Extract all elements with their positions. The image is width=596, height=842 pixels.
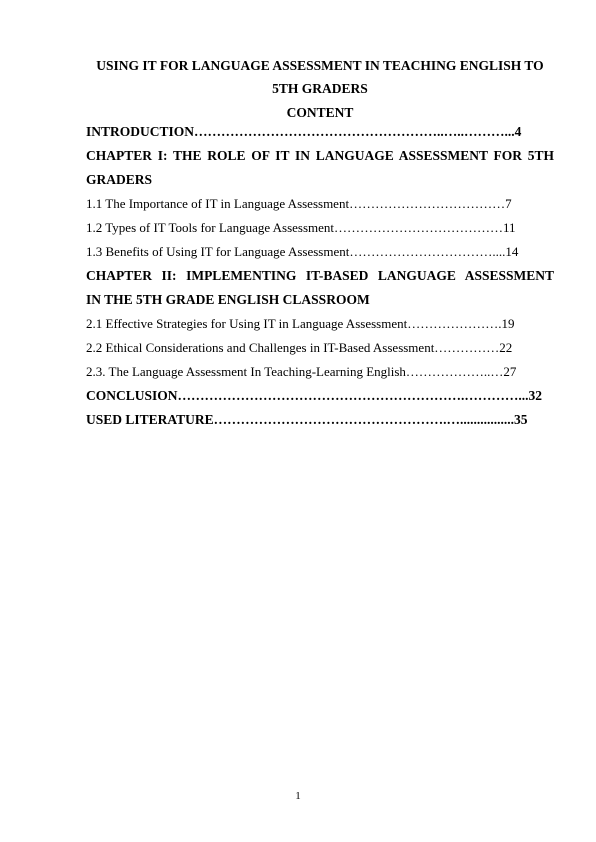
- toc-entry-1-3: [86, 240, 554, 264]
- toc-entry-conclusion: [86, 384, 554, 408]
- toc-entry-2-3: [86, 360, 554, 384]
- toc-entry-text: 2.2 Ethical Considerations and Challenges in IT-Based Assessment……………22: [86, 340, 513, 355]
- toc-entry-text: 1.2 Types of IT Tools for Language Assessment…………………………………11: [86, 220, 516, 235]
- toc-entry-text: CHAPTER II: IMPLEMENTING IT-BASED LANGUAGE ASSESSMENT: [86, 268, 554, 283]
- toc-entry-2-1: [86, 312, 554, 336]
- toc-entry-chapter-2: [86, 264, 554, 288]
- toc-entry-text: CONCLUSION……………………………………………………….…………...32: [86, 388, 543, 403]
- toc-entry-2-2: [86, 336, 554, 360]
- toc-entry-text: 2.1 Effective Strategies for Using IT in Language Assessment………………….19: [86, 316, 515, 331]
- toc-entry-text: IN THE 5TH GRADE ENGLISH CLASSROOM: [86, 292, 370, 307]
- toc-entry-chapter-2-cont: [86, 288, 554, 312]
- toc-entry-text: INTRODUCTION………………………………………………..…..………...4: [86, 124, 522, 139]
- toc-entry-introduction: [86, 120, 554, 144]
- toc-entry-used-literature: [86, 408, 554, 432]
- toc-entry-chapter-1-cont: [86, 168, 554, 192]
- toc-entry-text: GRADERS: [86, 172, 153, 187]
- toc-entry-1-1: [86, 192, 554, 216]
- page-number: 1: [295, 790, 301, 802]
- contents-heading: CONTENT: [286, 105, 354, 120]
- toc-entry-chapter-1: [86, 144, 554, 168]
- document-title-line-1: USING IT FOR LANGUAGE ASSESSMENT IN TEACHING ENGLISH TO: [96, 58, 544, 73]
- document-title-line-2: 5TH GRADERS: [272, 81, 368, 96]
- toc-entry-text: 1.3 Benefits of Using IT for Language Assessment……………………………....14: [86, 244, 519, 259]
- toc-entry-text: USED LITERATURE…………………………………………….…................35: [86, 412, 528, 427]
- toc-entry-text: CHAPTER I: THE ROLE OF IT IN LANGUAGE ASSESSMENT FOR 5TH: [86, 148, 554, 163]
- toc-entry-text: 1.1 The Importance of IT in Language Assessment………………………………7: [86, 196, 512, 211]
- toc-entry-text: 2.3. The Language Assessment In Teaching-Learning English………………..…27: [86, 364, 517, 379]
- toc-entry-1-2: [86, 216, 554, 240]
- table-of-contents: [86, 120, 554, 432]
